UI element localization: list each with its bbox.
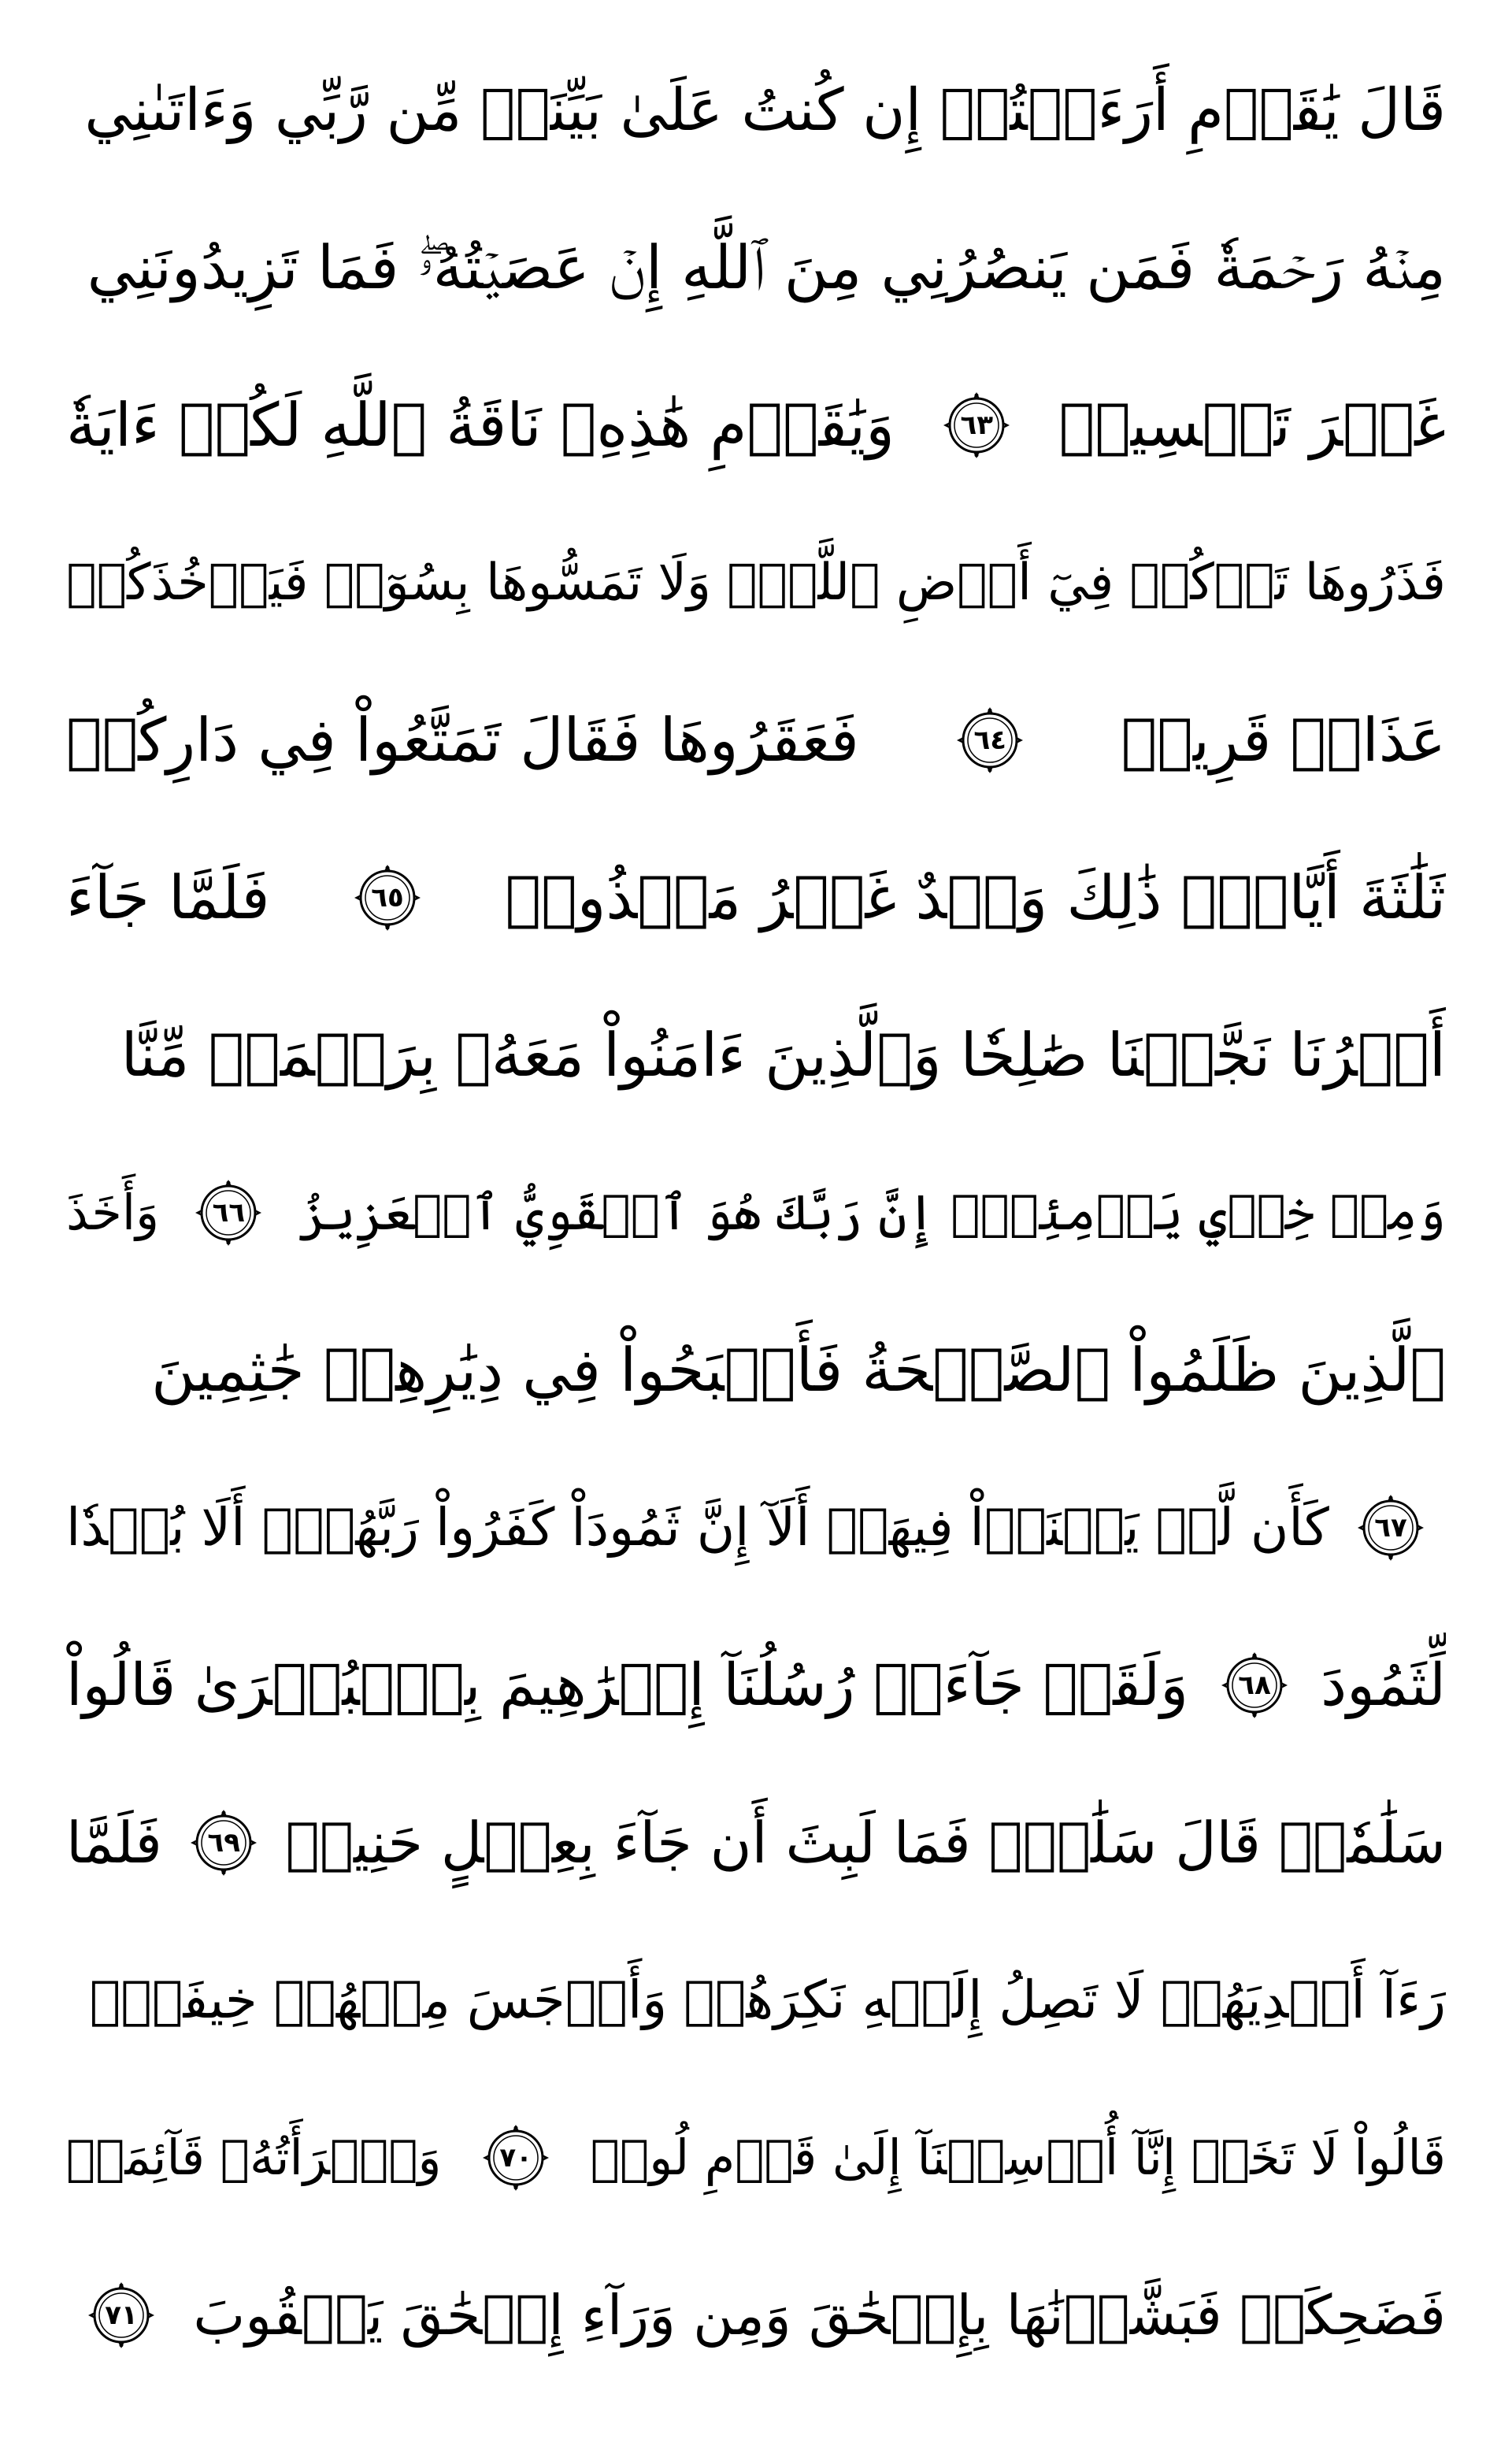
verse-text: كَأَن لَّمۡ يَغۡنَوۡاْ فِيهَآۗ أَلَآ إِنَّ ثَمُودَاْ كَفَرُواْ رَبَّهُمۡۗ أَلَا بُعۡدٗا — [66, 1497, 1329, 1558]
verse-text: رَءَآ أَيۡدِيَهُمۡ لَا تَصِلُ إِلَيۡهِ نَكِرَهُمۡ وَأَوۡجَسَ مِنۡهُمۡ خِيفَةٗۚ — [89, 1970, 1446, 2030]
verse-text: لِّثَمُودَ — [1321, 1651, 1446, 1719]
ayah-number: ٦٥ — [371, 882, 404, 914]
ayah-number: ٧٠ — [499, 2142, 532, 2174]
ayah-number: ٦٧ — [1374, 1512, 1407, 1544]
ayah-number: ٦٩ — [207, 1827, 240, 1859]
verse-text: فَذَرُوهَا تَأۡكُلۡ فِيٓ أَرۡضِ ٱللَّهِۖ وَلَا تَمَسُّوهَا بِسُوٓءٖ فَيَأۡخُذَكُمۡ — [66, 554, 1446, 612]
text-line — [66, 977, 1446, 1134]
verse-text: قَالُواْ لَا تَخَفۡ إِنَّآ أُرۡسِلۡنَآ إِلَىٰ قَوۡمِ لُوطٖ — [590, 2129, 1446, 2186]
text-line — [66, 347, 1446, 504]
text-line — [66, 1449, 1446, 1607]
text-line — [66, 819, 1446, 977]
ayah-number-marker — [186, 1805, 261, 1881]
ayah-number: ٦٣ — [960, 410, 994, 441]
verse-text: وَمِنۡ خِزۡيِ يَوۡمِئِذٍۚ إِنَّ رَبَّكَ هُوَ ٱلۡقَوِيُّ ٱلۡعَزِيزُ — [298, 1184, 1446, 1241]
verse-text: وَٱمۡرَأَتُهُۥ قَآئِمَةٞ — [66, 2129, 442, 2186]
ayah-number-marker — [191, 1175, 266, 1251]
text-line — [66, 2237, 1446, 2394]
text-line — [66, 1292, 1446, 1449]
ayah-number: ٦٤ — [973, 725, 1007, 756]
verse-text: وَلَقَدۡ جَآءَتۡ رُسُلُنَآ إِبۡرَٰهِيمَ بِٱلۡبُشۡرَىٰ قَالُواْ — [66, 1651, 1188, 1719]
verse-text: وَأَخَذَ — [66, 1184, 160, 1241]
verse-text: مِنۡهُ رَحۡمَةٗ فَمَن يَنصُرُنِي مِنَ ٱللَّهِ إِنۡ عَصَيۡتُهُۥۖ فَمَا تَزِيدُونَنِي — [87, 232, 1446, 302]
ayah-number: ٧١ — [105, 2300, 138, 2331]
verse-text: فَلَمَّا — [66, 1810, 162, 1876]
verse-text: فَضَحِكَتۡ فَبَشَّرۡنَٰهَا بِإِسۡحَٰقَ وَمِن وَرَآءِ إِسۡحَٰقَ يَعۡقُوبَ — [193, 2283, 1446, 2348]
ayah-number-marker — [1353, 1490, 1429, 1566]
verse-text: غَيۡرَ تَخۡسِيرٖ — [1058, 390, 1446, 460]
text-line — [66, 1922, 1446, 2079]
verse-text: سَلَٰمٗاۖ قَالَ سَلَٰمٞۖ فَمَا لَبِثَ أَن جَآءَ بِعِجۡلٍ حَنِيذٖ — [285, 1810, 1446, 1876]
ayah-number: ٦٦ — [212, 1197, 246, 1229]
verse-text: ٱلَّذِينَ ظَلَمُواْ ٱلصَّيۡحَةُ فَأَصۡبَحُواْ فِي دِيَٰرِهِمۡ جَٰثِمِينَ — [151, 1335, 1446, 1405]
verse-text: فَعَقَرُوهَا فَقَالَ تَمَتَّعُواْ فِي دَارِكُمۡ — [66, 705, 859, 775]
ayah-number-marker — [952, 702, 1028, 778]
text-line — [66, 504, 1446, 662]
ayah-number-marker — [939, 387, 1014, 463]
verse-text: فَلَمَّا جَآءَ — [66, 862, 270, 932]
ayah-number-marker — [83, 2277, 159, 2353]
ayah-number-marker — [478, 2120, 554, 2196]
ayah-number: ٦٨ — [1238, 1670, 1271, 1701]
text-line — [66, 189, 1446, 347]
text-line — [66, 2079, 1446, 2237]
text-line — [66, 1134, 1446, 1292]
ayah-number-marker — [350, 860, 425, 936]
ayah-number-marker — [1217, 1647, 1292, 1723]
text-line — [66, 32, 1446, 189]
text-line — [66, 662, 1446, 819]
verse-text: أَمۡرُنَا نَجَّيۡنَا صَٰلِحٗا وَٱلَّذِينَ ءَامَنُواْ مَعَهُۥ بِرَحۡمَةٖ مِّنَّا — [120, 1020, 1446, 1090]
verse-text: ثَلَٰثَةَ أَيَّامٖۖ ذَٰلِكَ وَعۡدٌ غَيۡرُ مَكۡذُوبٖ — [505, 862, 1446, 932]
verse-text: وَيَٰقَوۡمِ هَٰذِهِۦ نَاقَةُ ٱللَّهِ لَكُمۡ ءَايَةٗ — [66, 390, 895, 460]
text-line — [66, 1764, 1446, 1922]
verse-text: عَذَابٞ قَرِيبٞ — [1121, 705, 1446, 775]
text-line — [66, 1607, 1446, 1764]
verse-text: قَالَ يَٰقَوۡمِ أَرَءَيۡتُمۡ إِن كُنتُ عَلَىٰ بَيِّنَةٖ مِّن رَّبِّي وَءَاتَىٰنِي — [84, 76, 1446, 144]
